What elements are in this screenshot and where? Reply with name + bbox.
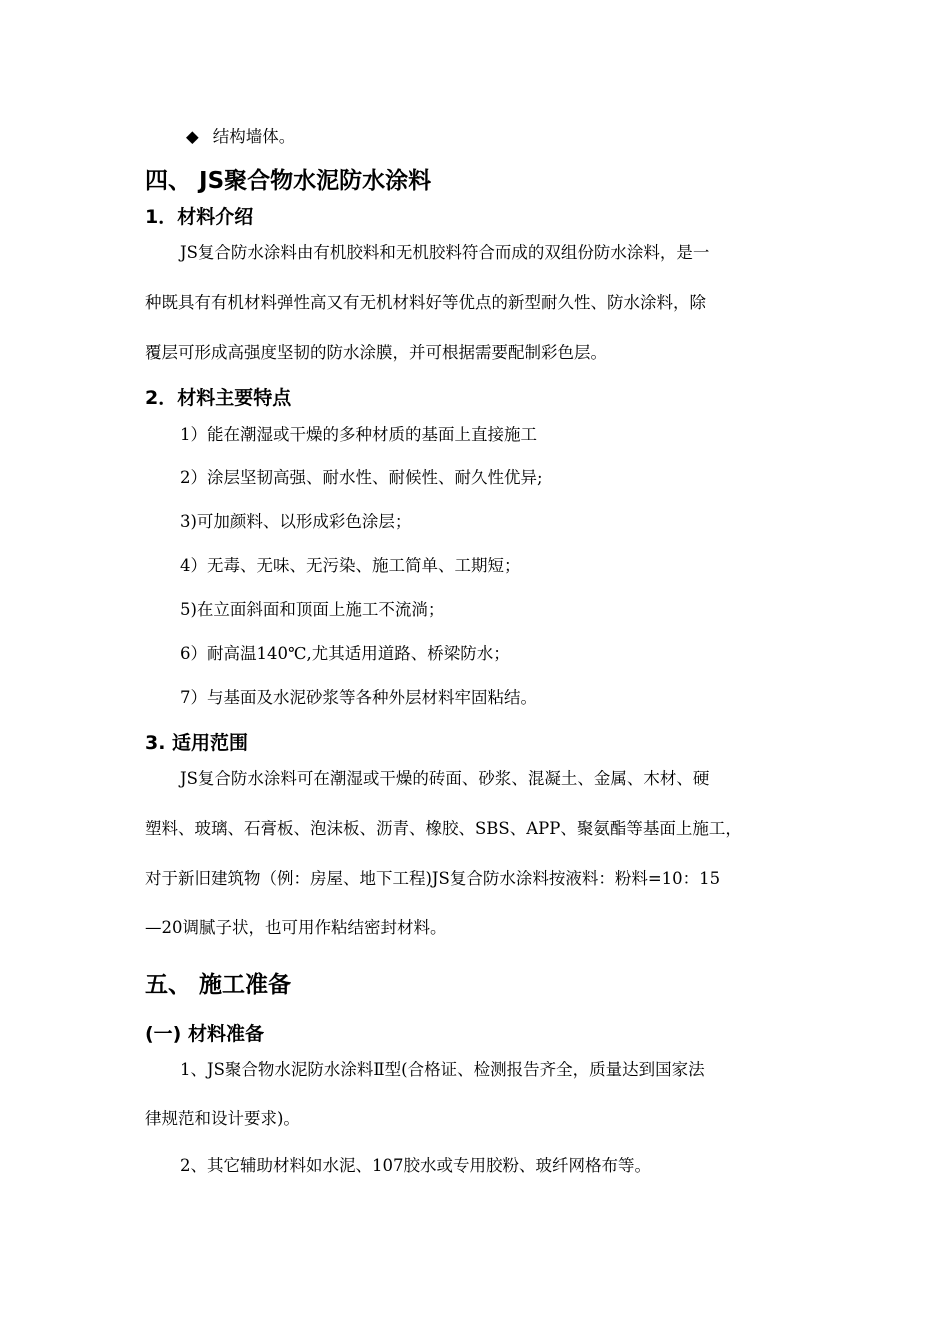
paragraph-line: —20调腻子状，也可用作粘结密封材料。 [145, 918, 447, 937]
paragraph-line: 律规范和设计要求)。 [145, 1109, 300, 1128]
subsection-material-prep-heading: (一) 材料准备 [145, 1023, 264, 1045]
feature-list-item: 2）涂层坚韧高强、耐水性、耐候性、耐久性优异; [180, 468, 543, 487]
subsection-features-heading: 2．材料主要特点 [145, 387, 292, 409]
feature-list-item: 6）耐高温140℃,尤其适用道路、桥梁防水； [180, 644, 510, 663]
section-5-heading: 五、 施工准备 [145, 972, 292, 998]
feature-list-item: 4）无毒、无味、无污染、施工简单、工期短； [180, 556, 521, 575]
subsection-scope-heading: 3. 适用范围 [145, 732, 249, 754]
paragraph-line: 塑料、玻璃、石膏板、泡沫板、沥青、橡胶、SBS、APP、聚氨酯等基面上施工， [145, 819, 742, 838]
feature-list-item: 3)可加颜料、以形成彩色涂层； [180, 512, 412, 531]
paragraph-line: 2、其它辅助材料如水泥、107胶水或专用胶粉、玻纤网格布等。 [180, 1156, 651, 1175]
paragraph-line: JS复合防水涂料可在潮湿或干燥的砖面、砂浆、混凝土、金属、木材、硬 [180, 769, 710, 788]
paragraph-line: JS复合防水涂料由有机胶料和无机胶料符合而成的双组份防水涂料，是一 [180, 243, 710, 262]
paragraph-line: 1、JS聚合物水泥防水涂料Ⅱ型(合格证、检测报告齐全，质量达到国家法 [180, 1060, 705, 1079]
paragraph-line: 覆层可形成高强度坚韧的防水涂膜，并可根据需要配制彩色层。 [145, 343, 607, 362]
feature-list-item: 5)在立面斜面和顶面上施工不流淌； [180, 600, 445, 619]
subsection-material-intro-heading: 1．材料介绍 [145, 206, 254, 228]
paragraph-line: 种既具有有机材料弹性高又有无机材料好等优点的新型耐久性、防水涂料，除 [145, 293, 706, 312]
bullet-text: 结构墙体。 [212, 127, 296, 146]
bullet-list-item [186, 126, 295, 148]
feature-list-item: 7）与基面及水泥砂浆等各种外层材料牢固粘结。 [180, 688, 537, 707]
diamond-bullet-icon: ◆ [186, 127, 199, 146]
section-4-heading: 四、 JS聚合物水泥防水涂料 [145, 168, 432, 194]
paragraph-line: 对于新旧建筑物（例：房屋、地下工程)JS复合防水涂料按液料：粉料=10：15 [145, 869, 721, 888]
feature-list-item: 1）能在潮湿或干燥的多种材质的基面上直接施工 [180, 425, 537, 444]
